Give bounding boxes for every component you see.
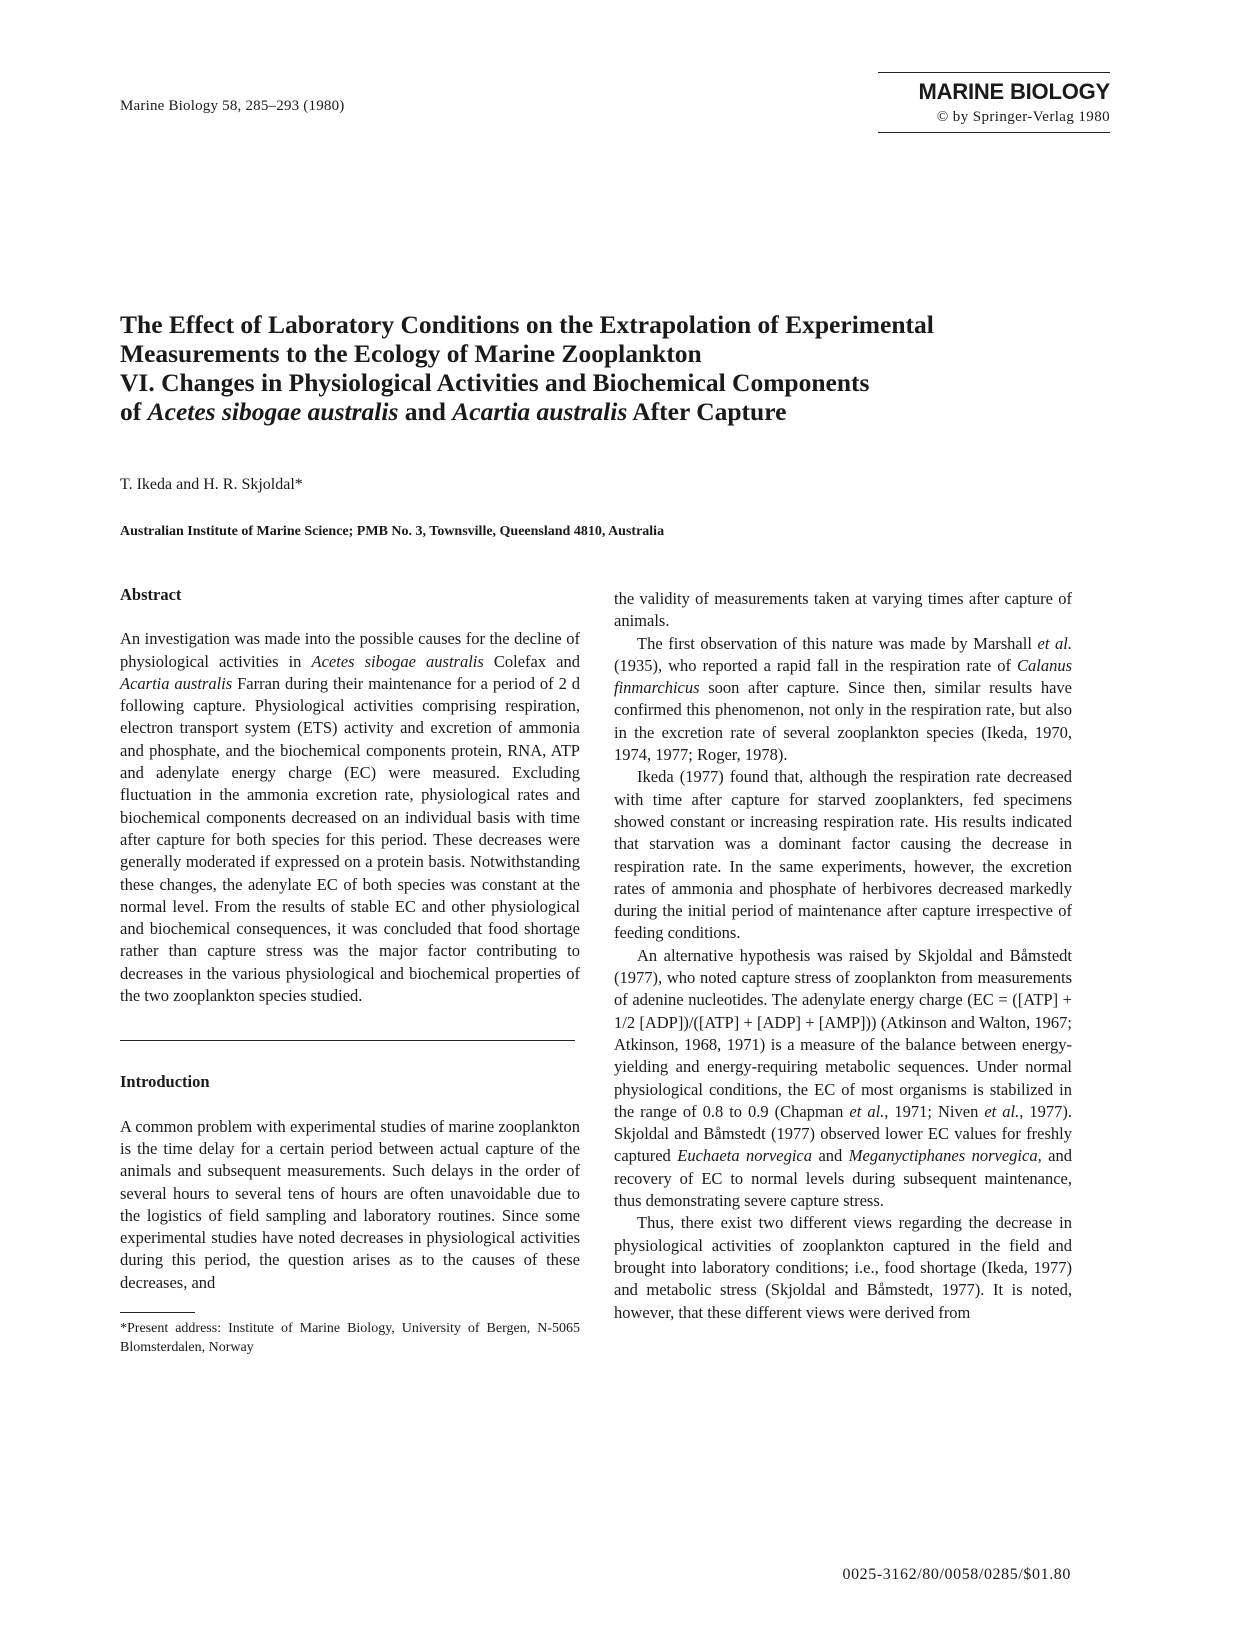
- text-span: soon after capture. Since then, similar results have confirmed this phenomenon, not only in the respiration rate, but also in the excretion rate of several zooplankton species (Ikeda, 1970, 1974, 1977; Roger, 1978).: [614, 678, 1072, 765]
- text-span: , and recovery of EC to normal levels during subsequent maintenance, thus demonstrating severe capture stress.: [614, 1146, 1072, 1211]
- species-name: Euchaeta norvegica: [677, 1146, 813, 1166]
- title-line-1: The Effect of Laboratory Conditions on the Extrapolation of Experimental: [120, 310, 934, 339]
- section-divider: [120, 1040, 575, 1041]
- right-column: [614, 588, 1072, 1324]
- title-line-2: Measurements to the Ecology of Marine Zooplankton: [120, 339, 702, 368]
- title-line-3: VI. Changes in Physiological Activities and Biochemical Components: [120, 368, 870, 397]
- text-span: (1935), who reported a rapid fall in the respiration rate of: [614, 655, 1017, 675]
- abstract-span: Colefax and: [483, 651, 581, 671]
- affiliation: Australian Institute of Marine Science; PMB No. 3, Townsville, Queensland 4810, Australia: [120, 524, 665, 539]
- text-span: The first observation of this nature was made by Marshall: [637, 633, 1038, 653]
- text-span: , 1977). Skjoldal and Båmstedt (1977) observed lower EC values for freshly captured: [614, 1101, 1072, 1166]
- intro-paragraph-2: [614, 633, 1072, 767]
- title-text: and: [398, 397, 453, 426]
- left-column: [120, 584, 580, 1357]
- species-name: Calanus finmarchicus: [614, 655, 1072, 698]
- species-name: Acetes sibogae australis: [147, 397, 399, 426]
- abstract-span: An investigation was made into the possible causes for the decline of physiological activities in: [120, 629, 580, 671]
- species-name: Acetes sibogae australis: [311, 651, 484, 671]
- intro-paragraph-1: A common problem with experimental studies of marine zooplankton is the time delay for a certain period between actual capture of the animals and subsequent measurements. Such delays in the order of several hours to several tens of hours are often unavoidable due to the logistics of field sampling and laboratory routines. Since some experimental studies have noted decreases in physiological activities during this period, the question arises as to the causes of these decreases, and: [120, 1116, 580, 1292]
- introduction-heading: Introduction: [120, 1072, 210, 1092]
- text-span: , 1971; Niven: [884, 1101, 985, 1121]
- article-code: 0025-3162/80/0058/0285/$01.80: [842, 1566, 1071, 1583]
- intro-paragraph-5: Thus, there exist two different views regarding the decrease in physiological activities of zooplankton captured in the field and brought into laboratory conditions; i.e., food shortage (Ikeda, 1977) and metabolic stress (Skjoldal and Båmstedt, 1977). It is noted, however, that these different views were derived from: [614, 1213, 1072, 1322]
- authors: T. Ikeda and H. R. Skjoldal*: [120, 476, 303, 493]
- paper-title: [120, 310, 1080, 426]
- species-name: Acartia australis: [452, 397, 628, 426]
- abstract-text: [120, 628, 580, 1007]
- footnote-divider: [120, 1312, 195, 1313]
- species-name: Meganyctiphanes norvegica: [848, 1146, 1038, 1166]
- species-name: Acartia australis: [120, 673, 233, 693]
- abstract-span: Farran during their maintenance for a period of 2 d following capture. Physiological activities comprising respiration, electron transport system (ETS) activity and excretion of ammonia and phosphate, and the biochemical components protein, RNA, ATP and adenylate energy charge (EC) were measured. Excluding fluctuation in the ammonia excretion rate, physiological rates and biochemical components decreased on an individual basis with time after capture for both species for this period. These decreases were generally moderated if expressed on a protein basis. Notwithstanding these changes, the adenylate EC of both species was constant at the normal level. From the results of stable EC and other physiological and biochemical consequences, it was concluded that food shortage rather than capture stress was the major factor contributing to decreases in the various physiological and biochemical properties of the two zooplankton species studied.: [120, 673, 580, 1006]
- text-span: An alternative hypothesis was raised by Skjoldal and Båmstedt (1977), who noted capture stress of zooplankton from measurements of adenine nucleotides. The adenylate energy charge (EC = ([ATP] + 1/2 [ADP])/([ATP] + [ADP] + [AMP])) (Atkinson and Walton, 1967; Atkinson, 1968, 1971) is a measure of the balance between energy-yielding and energy-requiring metabolic sequences. Under normal physiological conditions, the EC of most organisms is stabilized in the range of 0.8 to 0.9 (Chapman: [614, 945, 1072, 1121]
- title-text: of: [120, 397, 148, 426]
- intro-paragraph-4: [614, 945, 1072, 1213]
- et-al: et al.: [984, 1101, 1020, 1121]
- et-al: et al.: [849, 1101, 885, 1121]
- text-span: and: [812, 1146, 849, 1166]
- title-text: After Capture: [627, 397, 787, 426]
- journal-masthead: [878, 72, 1110, 133]
- masthead-copyright: © by Springer-Verlag 1980: [936, 109, 1110, 125]
- masthead-title: MARINE BIOLOGY: [918, 79, 1110, 104]
- intro-paragraph-1-continued: the validity of measurements taken at varying times after capture of animals.: [614, 589, 1072, 631]
- footnote: *Present address: Institute of Marine Biology, University of Bergen, N-5065 Blomsterdalen, Norway: [120, 1321, 580, 1356]
- abstract-heading: Abstract: [120, 585, 182, 604]
- journal-reference: Marine Biology 58, 285–293 (1980): [120, 98, 345, 114]
- title-line-4: [120, 397, 1080, 426]
- intro-paragraph-3: Ikeda (1977) found that, although the respiration rate decreased with time after capture for starved zooplankters, fed specimens showed constant or increasing respiration rate. His results indicated that starvation was a dominant factor causing the decrease in respiration rate. In the same experiments, however, the excretion rates of ammonia and phosphate of herbivores decreased markedly during the initial period of maintenance after capture irrespective of feeding conditions.: [614, 767, 1072, 943]
- et-al: et al.: [1037, 633, 1072, 653]
